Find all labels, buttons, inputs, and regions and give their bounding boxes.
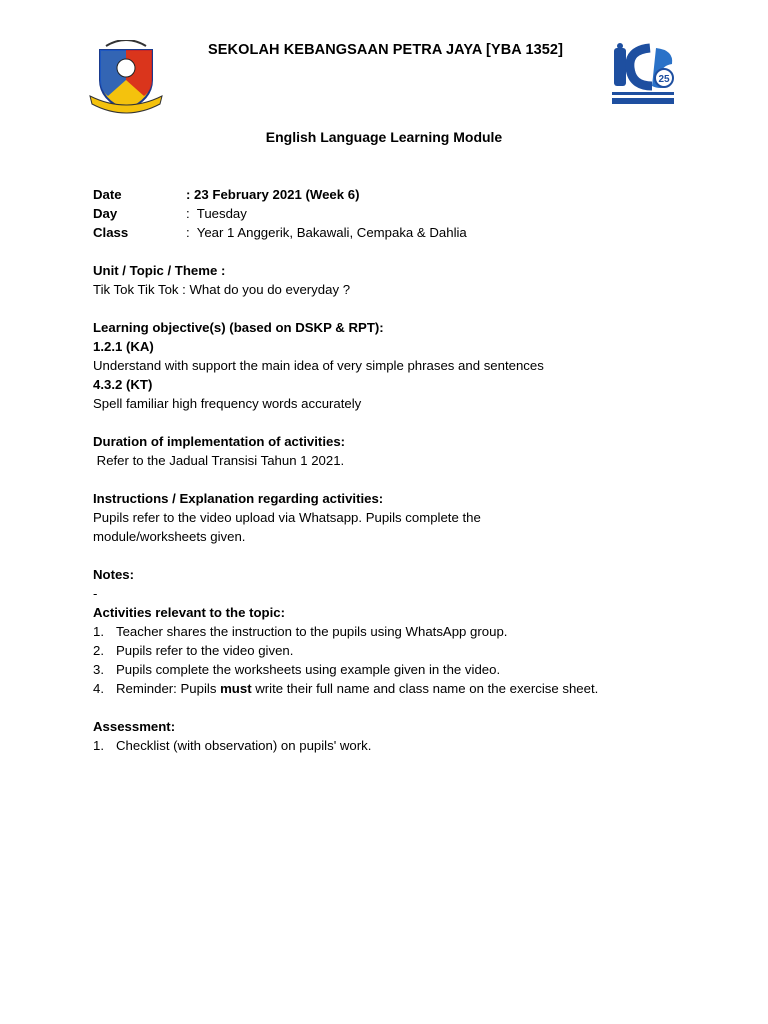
school-name: SEKOLAH KEBANGSAAN PETRA JAYA [YBA 1352] bbox=[208, 42, 564, 58]
module-title: English Language Learning Module bbox=[265, 129, 503, 145]
school-crest-logo bbox=[88, 40, 164, 114]
day-label: Day bbox=[93, 206, 118, 221]
date-label: Date bbox=[93, 187, 122, 202]
list-item-number: 1. bbox=[93, 738, 104, 753]
module-content bbox=[93, 185, 703, 755]
reminder-text-start: Reminder: Pupils bbox=[116, 681, 221, 696]
instructions-text-line: Pupils refer to the video upload via Whatsapp. Pupils complete the bbox=[93, 510, 481, 525]
list-item bbox=[93, 622, 703, 641]
activities-list bbox=[93, 622, 703, 698]
unit-text: Tik Tok Tik Tok : What do you do everyday ? bbox=[93, 282, 351, 297]
objective-code: 4.3.2 (KT) bbox=[93, 377, 153, 392]
notes-label: Notes: bbox=[93, 567, 135, 582]
list-item-text bbox=[116, 679, 598, 698]
list-item-text: Pupils refer to the video given. bbox=[116, 643, 294, 658]
activities-label: Activities relevant to the topic: bbox=[93, 605, 285, 620]
list-item bbox=[93, 641, 703, 660]
objective-text: Spell familiar high frequency words accurately bbox=[93, 396, 362, 411]
list-item-text: Teacher shares the instruction to the pupils using WhatsApp group. bbox=[116, 624, 508, 639]
reminder-text-end: write their full name and class name on the exercise sheet. bbox=[251, 681, 599, 696]
svg-text:25: 25 bbox=[658, 74, 670, 85]
duration-text: Refer to the Jadual Transisi Tahun 1 2021. bbox=[93, 453, 345, 468]
list-item bbox=[93, 679, 703, 698]
class-label: Class bbox=[93, 225, 129, 240]
day-value: : Tuesday bbox=[186, 206, 247, 221]
date-value: : 23 February 2021 (Week 6) bbox=[186, 187, 360, 202]
instructions-label: Instructions / Explanation regarding activities: bbox=[93, 491, 384, 506]
duration-label: Duration of implementation of activities: bbox=[93, 434, 346, 449]
list-item-number: 4. bbox=[93, 681, 104, 696]
list-item bbox=[93, 736, 703, 755]
unit-label: Unit / Topic / Theme : bbox=[93, 263, 226, 278]
reminder-emphasis: must bbox=[220, 681, 252, 696]
objectives-label: Learning objective(s) (based on DSKP & RPT): bbox=[93, 320, 384, 335]
assessment-list bbox=[93, 736, 703, 755]
list-item-text: Pupils complete the worksheets using example given in the video. bbox=[116, 662, 501, 677]
list-item-number: 1. bbox=[93, 624, 104, 639]
anniversary-25-logo bbox=[610, 42, 676, 106]
list-item-number: 3. bbox=[93, 662, 104, 677]
class-row bbox=[93, 223, 703, 242]
list-item-number: 2. bbox=[93, 643, 104, 658]
objective-code: 1.2.1 (KA) bbox=[93, 339, 154, 354]
date-row bbox=[93, 185, 703, 204]
assessment-label: Assessment: bbox=[93, 719, 176, 734]
class-value: : Year 1 Anggerik, Bakawali, Cempaka & Dahlia bbox=[186, 225, 467, 240]
list-item bbox=[93, 660, 703, 679]
list-item-text: Checklist (with observation) on pupils' work. bbox=[116, 738, 372, 753]
notes-text: - bbox=[93, 586, 98, 601]
instructions-text-line: module/worksheets given. bbox=[93, 529, 246, 544]
day-row bbox=[93, 204, 703, 223]
objective-text: Understand with support the main idea of very simple phrases and sentences bbox=[93, 358, 544, 373]
